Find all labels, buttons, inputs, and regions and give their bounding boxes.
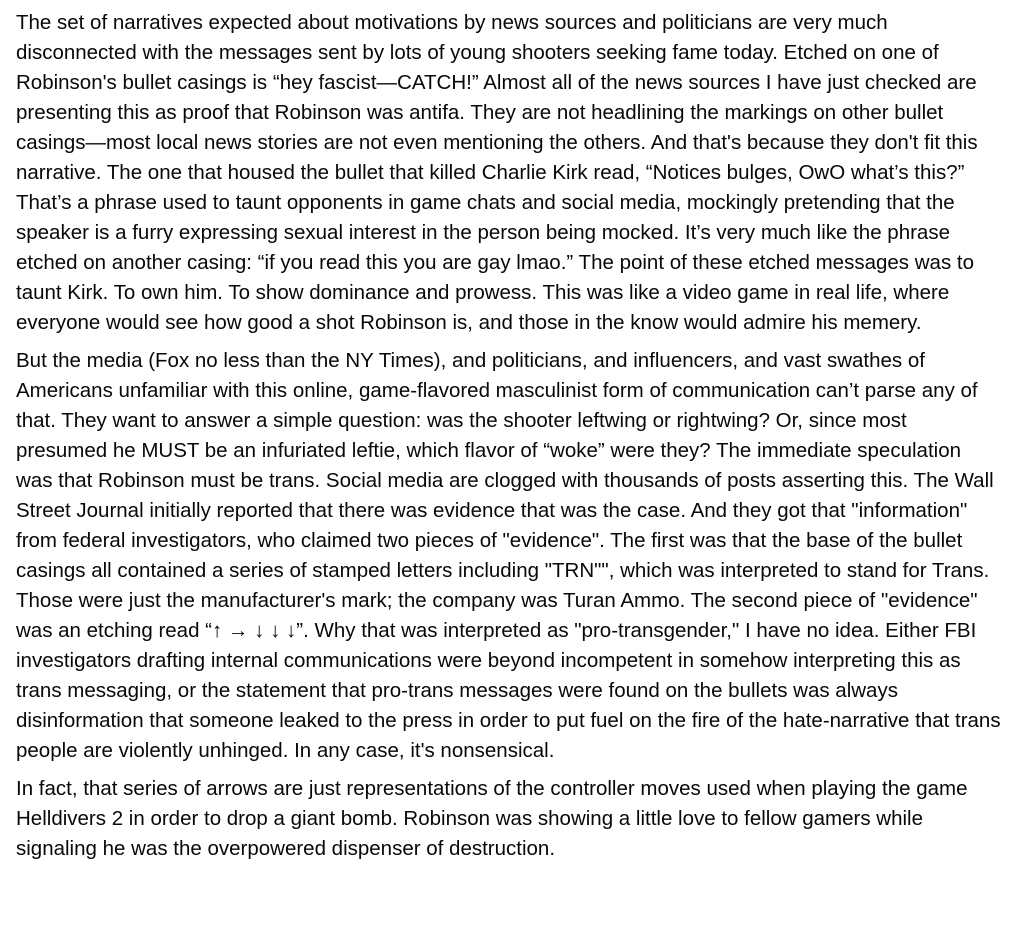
post-paragraph-1: The set of narratives expected about motivations by news sources and politicians are very much disconnected with the messages sent by lots of young shooters seeking fame today. Etched on one of Robinson's bullet casings is “hey fascist—CATCH!” Almost all of the news sources I have just checked are presenting this as proof that Robinson was antifa. They are not headlining the markings on other bullet casings—most local news stories are not even mentioning the others. And that's because they don't fit this narrative. The one that housed the bullet that killed Charlie Kirk read, “Notices bulges, OwO what’s this?” That’s a phrase used to taunt opponents in game chats and social media, mockingly pretending that the speaker is a furry expressing sexual interest in the person being mocked. It’s very much like the phrase etched on another casing: “if you read this you are gay lmao.” The point of these etched messages was to taunt Kirk. To own him. To show dominance and prowess. This was like a video game in real life, where everyone would see how good a shot Robinson is, and those in the know would admire his memery. bbox=[16, 11, 978, 334]
post-paragraph-3: In fact, that series of arrows are just representations of the controller moves used when playing the game Helldivers 2 in order to drop a giant bomb. Robinson was showing a little love to fellow gamers while signaling he was the overpowered dispenser of destruction. bbox=[16, 777, 968, 860]
post-paragraph-2: But the media (Fox no less than the NY Times), and politicians, and influencers, and vast swathes of Americans unfamiliar with this online, game-flavored masculinist form of communication can’t parse any of that. They want to answer a simple question: was the shooter leftwing or rightwing? Or, since most presumed he MUST be an infuriated leftie, which flavor of “woke” were they? The immediate speculation was that Robinson must be trans. Social media are clogged with thousands of posts asserting this. The Wall Street Journal initially reported that there was evidence that was the case. And they got that "information" from federal investigators, who claimed two pieces of "evidence". The first was that the base of the bullet casings all contained a series of stamped letters including "TRN"", which was interpreted to stand for Trans. Those were just the manufacturer's mark; the company was Turan Ammo. The second piece of "evidence" was an etching read “↑ → ↓ ↓ ↓”. Why that was interpreted as "pro-transgender," I have no idea. Either FBI investigators drafting internal communications were beyond incompetent in somehow interpreting this as trans messaging, or the statement that pro-trans messages were found on the bullets was always disinformation that someone leaked to the press in order to put fuel on the fire of the hate-narrative that trans people are violently unhinged. In any case, it's nonsensical. bbox=[16, 349, 1001, 762]
